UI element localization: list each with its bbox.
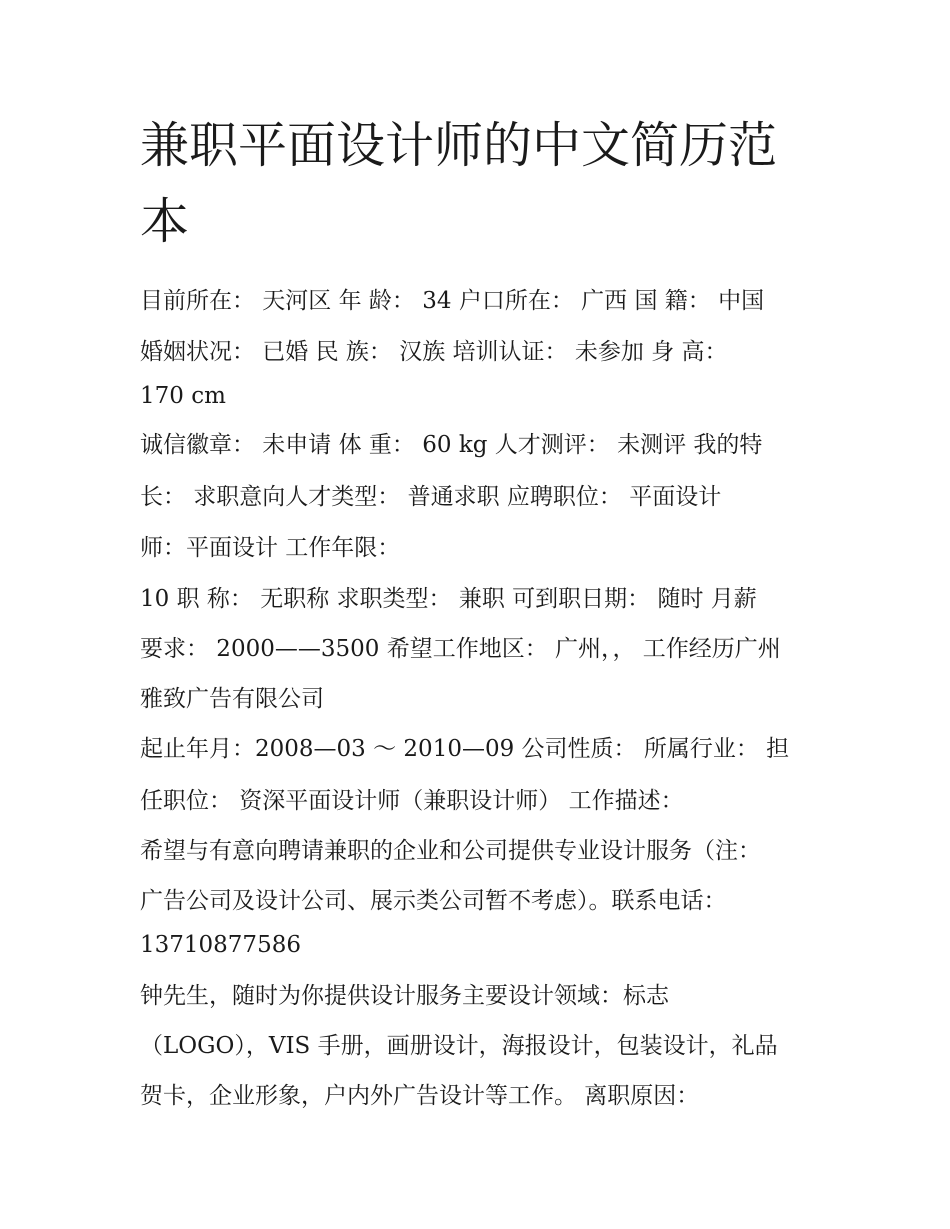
body-line-6: 师：平面设计 工作年限： — [140, 535, 401, 561]
body-line-10: 起止年月：2008—03 ～ 2010—09 公司性质： 所属行业： 担 — [140, 736, 790, 762]
body-line-11: 任职位： 资深平面设计师（兼职设计师） 工作描述： — [140, 788, 684, 814]
body-line-2: 婚姻状况： 已婚 民 族： 汉族 培训认证： 未参加 身 高： — [140, 339, 728, 365]
body-line-7: 10 职 称： 无职称 求职类型： 兼职 可到职日期： 随时 月薪 — [140, 586, 757, 612]
title-line-2: 本 — [140, 193, 190, 250]
body-line-15: 钟先生，随时为你提供设计服务主要设计领域：标志 — [140, 983, 669, 1009]
body-line-17: 贺卡，企业形象，户内外广告设计等工作。 离职原因： — [140, 1083, 700, 1109]
body-line-4: 诚信徽章： 未申请 体 重： 60 kg 人才测评： 未测评 我的特 — [140, 432, 763, 458]
page-title — [140, 108, 820, 260]
body-line-8: 要求： 2000——3500 希望工作地区： 广州，， 工作经历广州 — [140, 636, 781, 662]
body-line-12: 希望与有意向聘请兼职的企业和公司提供专业设计服务（注： — [140, 838, 761, 864]
body-line-16: （LOGO），VIS 手册，画册设计，海报设计，包装设计，礼品 — [140, 1033, 778, 1059]
body-line-9: 雅致广告有限公司 — [140, 686, 324, 712]
body-line-3: 170 cm — [140, 383, 226, 409]
body-line-1: 目前所在： 天河区 年 龄： 34 户口所在： 广西 国 籍： 中国 — [140, 288, 765, 314]
body-line-13: 广告公司及设计公司、展示类公司暂不考虑）。联系电话： — [140, 888, 727, 914]
body-line-5: 长： 求职意向人才类型： 普通求职 应聘职位： 平面设计 — [140, 484, 722, 510]
body-line-14: 13710877586 — [140, 932, 301, 958]
title-line-1: 兼职平面设计师的中文简历范 — [140, 117, 778, 174]
